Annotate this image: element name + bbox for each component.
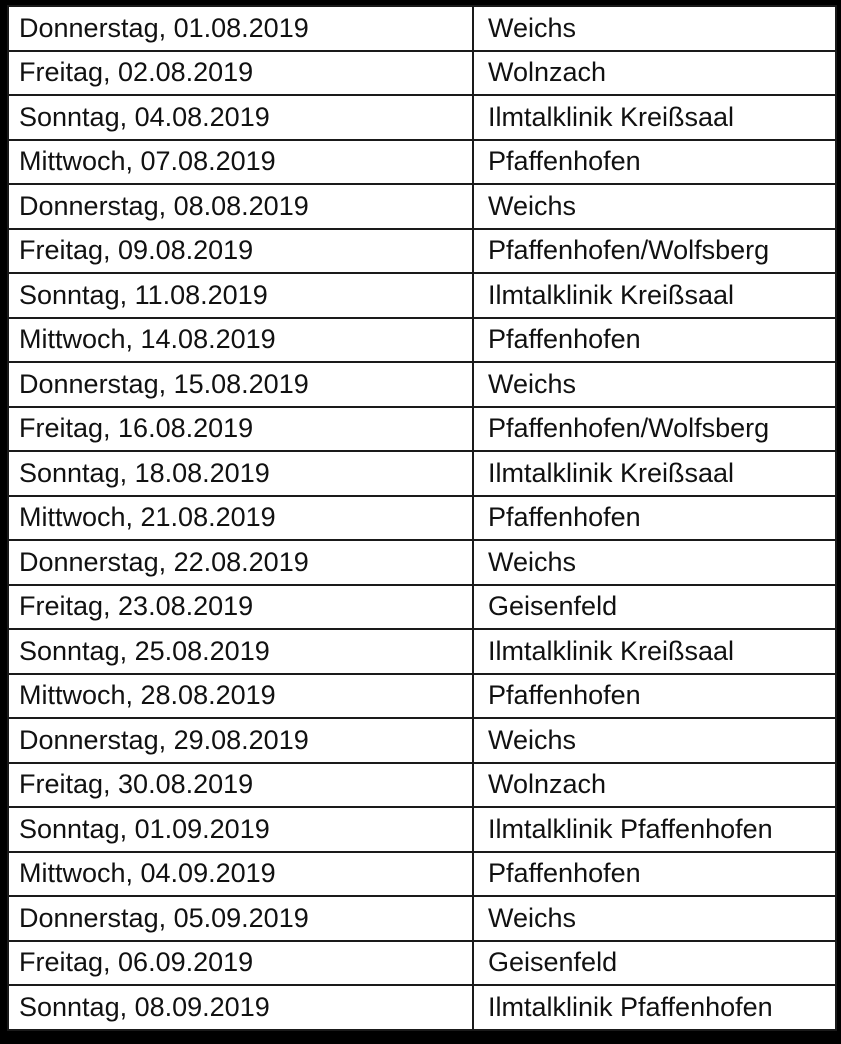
table-row <box>8 807 836 852</box>
location-cell: Weichs <box>473 362 836 407</box>
table-row <box>8 540 836 585</box>
table-row <box>8 95 836 140</box>
date-cell: Sonntag, 25.08.2019 <box>8 629 473 674</box>
date-cell: Mittwoch, 14.08.2019 <box>8 318 473 363</box>
location-cell: Pfaffenhofen <box>473 852 836 897</box>
location-cell: Weichs <box>473 718 836 763</box>
table-row <box>8 496 836 541</box>
location-cell: Pfaffenhofen <box>473 674 836 719</box>
table-row <box>8 718 836 763</box>
location-cell: Ilmtalklinik Kreißsaal <box>473 273 836 318</box>
date-cell: Donnerstag, 29.08.2019 <box>8 718 473 763</box>
table-row <box>8 763 836 808</box>
location-cell: Wolnzach <box>473 763 836 808</box>
table-row <box>8 229 836 274</box>
date-cell: Freitag, 02.08.2019 <box>8 51 473 96</box>
table-row <box>8 273 836 318</box>
location-cell: Wolnzach <box>473 51 836 96</box>
table-row <box>8 140 836 185</box>
date-cell: Mittwoch, 07.08.2019 <box>8 140 473 185</box>
location-cell: Weichs <box>473 6 836 51</box>
location-cell: Ilmtalklinik Pfaffenhofen <box>473 807 836 852</box>
date-cell: Mittwoch, 21.08.2019 <box>8 496 473 541</box>
date-cell: Sonntag, 04.08.2019 <box>8 95 473 140</box>
location-cell: Pfaffenhofen/Wolfsberg <box>473 407 836 452</box>
table-row <box>8 362 836 407</box>
date-cell: Sonntag, 08.09.2019 <box>8 985 473 1030</box>
date-cell: Sonntag, 01.09.2019 <box>8 807 473 852</box>
date-cell: Sonntag, 11.08.2019 <box>8 273 473 318</box>
table-row <box>8 184 836 229</box>
date-cell: Donnerstag, 01.08.2019 <box>8 6 473 51</box>
date-cell: Donnerstag, 08.08.2019 <box>8 184 473 229</box>
table-row <box>8 941 836 986</box>
location-cell: Weichs <box>473 896 836 941</box>
location-cell: Ilmtalklinik Pfaffenhofen <box>473 985 836 1030</box>
location-cell: Pfaffenhofen <box>473 496 836 541</box>
date-cell: Donnerstag, 15.08.2019 <box>8 362 473 407</box>
location-cell: Pfaffenhofen <box>473 140 836 185</box>
table-row <box>8 6 836 51</box>
location-cell: Pfaffenhofen/Wolfsberg <box>473 229 836 274</box>
table-row <box>8 407 836 452</box>
table-row <box>8 985 836 1030</box>
date-cell: Freitag, 06.09.2019 <box>8 941 473 986</box>
table-row <box>8 674 836 719</box>
date-cell: Freitag, 09.08.2019 <box>8 229 473 274</box>
location-cell: Geisenfeld <box>473 941 836 986</box>
location-cell: Ilmtalklinik Kreißsaal <box>473 451 836 496</box>
location-cell: Pfaffenhofen <box>473 318 836 363</box>
date-cell: Donnerstag, 05.09.2019 <box>8 896 473 941</box>
date-cell: Sonntag, 18.08.2019 <box>8 451 473 496</box>
schedule-table-body <box>8 6 836 1030</box>
schedule-table <box>7 5 837 1031</box>
table-row <box>8 585 836 630</box>
location-cell: Weichs <box>473 184 836 229</box>
date-cell: Mittwoch, 04.09.2019 <box>8 852 473 897</box>
location-cell: Geisenfeld <box>473 585 836 630</box>
date-cell: Donnerstag, 22.08.2019 <box>8 540 473 585</box>
table-row <box>8 51 836 96</box>
table-row <box>8 451 836 496</box>
location-cell: Weichs <box>473 540 836 585</box>
location-cell: Ilmtalklinik Kreißsaal <box>473 95 836 140</box>
location-cell: Ilmtalklinik Kreißsaal <box>473 629 836 674</box>
table-row <box>8 896 836 941</box>
date-cell: Freitag, 16.08.2019 <box>8 407 473 452</box>
table-row <box>8 318 836 363</box>
date-cell: Freitag, 30.08.2019 <box>8 763 473 808</box>
table-row <box>8 852 836 897</box>
date-cell: Freitag, 23.08.2019 <box>8 585 473 630</box>
date-cell: Mittwoch, 28.08.2019 <box>8 674 473 719</box>
table-row <box>8 629 836 674</box>
